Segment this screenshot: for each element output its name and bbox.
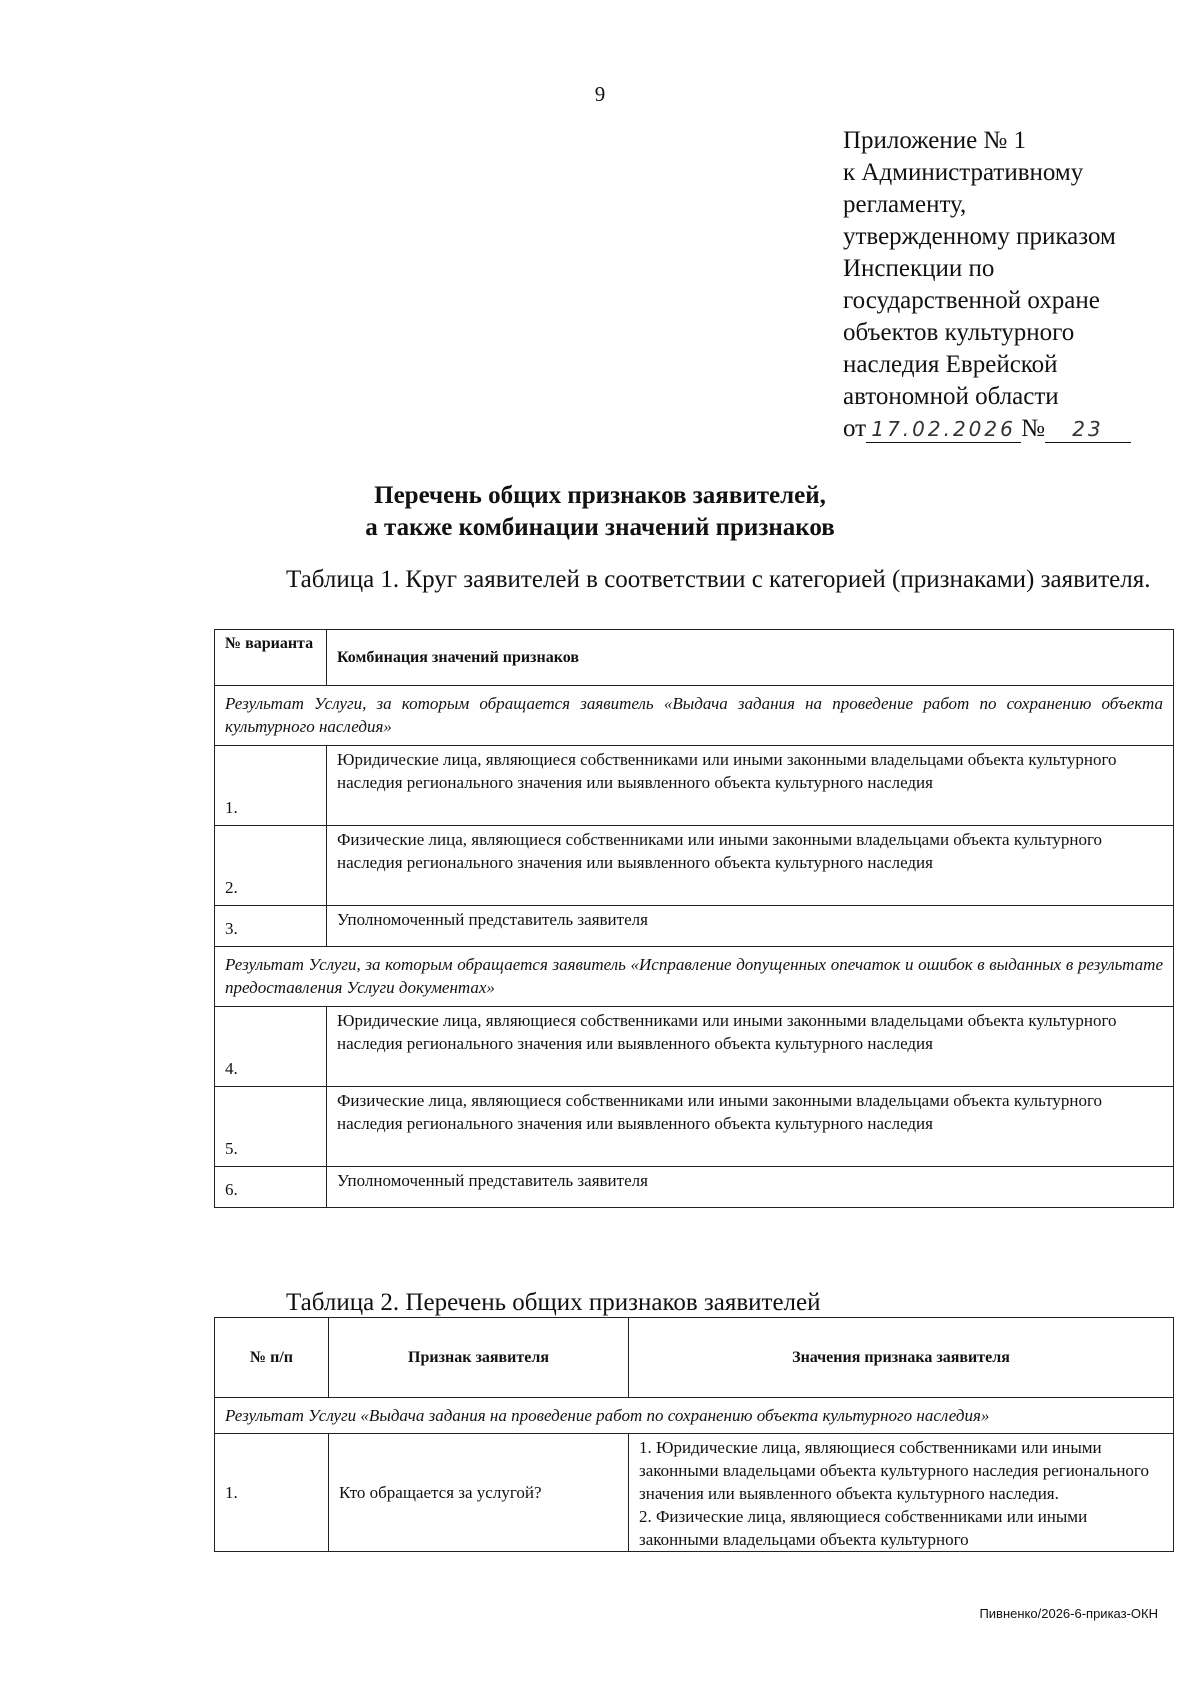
row-text: Уполномоченный представитель заявителя [327,906,1174,947]
row-feature: Кто обращается за услугой? [329,1434,629,1552]
table-row [215,1007,1174,1087]
row-number: 5. [215,1087,327,1167]
row-number: 1. [215,1434,329,1552]
page-number: 9 [594,82,606,106]
header-feature-values: Значения признака заявителя [629,1318,1174,1398]
table-row [215,1087,1174,1167]
table-row [215,746,1174,826]
row-number: 3. [215,906,327,947]
row-text: Юридические лица, являющиеся собственниками или иными законными владельцами объекта культурного наследия регионального значения или выявленного объекта культурного наследия [327,746,1174,826]
result-text: Результат Услуги, за которым обращается заявитель «Выдача задания на проведение работ по сохранению объекта культурного наследия» [215,686,1174,746]
row-text: Уполномоченный представитель заявителя [327,1167,1174,1208]
header-item-number: № п/п [215,1318,329,1398]
appendix-line: регламенту, [843,191,967,218]
document-title [0,480,1200,544]
table-row [215,1434,1174,1552]
row-number: 6. [215,1167,327,1208]
appendix-line: объектов культурного [843,319,1075,346]
header-combination: Комбинация значений признаков [327,630,1174,686]
value-item: 2. Физические лица, являющиеся собственниками или иными законными владельцами объекта культурного [639,1507,1088,1549]
appendix-line: автономной области [843,383,1059,410]
appendix-line: утвержденному приказом [843,223,1116,250]
appendix-line: Приложение № 1 [843,127,1027,154]
row-text: Физические лица, являющиеся собственниками или иными законными владельцами объекта культурного наследия регионального значения или выявленного объекта культурного наследия [327,826,1174,906]
table2-header-row [215,1318,1174,1398]
row-text: Юридические лица, являющиеся собственниками или иными законными владельцами объекта культурного наследия регионального значения или выявленного объекта культурного наследия [327,1007,1174,1087]
row-values [629,1434,1174,1552]
footer-file-reference: Пивненко/2026-6-приказ-ОКН [979,1606,1158,1621]
appendix-line: государственной охране [843,287,1100,314]
table1 [214,629,1174,1208]
appendix-line: Инспекции по [843,255,995,282]
row-text: Физические лица, являющиеся собственниками или иными законными владельцами объекта культурного наследия регионального значения или выявленного объекта культурного наследия [327,1087,1174,1167]
header-variant-number: № варианта [215,630,327,686]
table1-result-row [215,686,1174,746]
value-item: 1. Юридические лица, являющиеся собственниками или иными законными владельцами объекта культурного наследия регионального значения или выявленного объекта культурного наследия. [639,1438,1149,1503]
table-row [215,906,1174,947]
row-number: 2. [215,826,327,906]
handwritten-number: 23 [1045,416,1131,443]
result-text: Результат Услуги «Выдача задания на проведение работ по сохранению объекта культурного наследия» [215,1398,1174,1434]
handwritten-date: 17.02.2026 [866,416,1021,443]
table-row [215,1167,1174,1208]
title-line-1: Перечень общих признаков заявителей, [374,482,826,509]
number-prefix: № [1021,415,1045,442]
table2 [214,1317,1174,1552]
row-number: 4. [215,1007,327,1087]
table2-result-row [215,1398,1174,1434]
appendix-line: к Административному [843,159,1084,186]
appendix-line: наследия Еврейской [843,351,1058,378]
table2-caption: Таблица 2. Перечень общих признаков заявителей [286,1289,821,1316]
row-number: 1. [215,746,327,826]
date-prefix: от [843,415,867,442]
header-feature: Признак заявителя [329,1318,629,1398]
table1-header-row [215,630,1174,686]
date-number-line [843,413,1173,445]
title-line-2: а также комбинации значений признаков [365,514,835,541]
appendix-block [843,125,1173,445]
result-text: Результат Услуги, за которым обращается заявитель «Исправление допущенных опечаток и ошибок в выданных в результате предоставления Услуги документах» [215,947,1174,1007]
table1-result-row [215,947,1174,1007]
table1-caption: Таблица 1. Круг заявителей в соответствии с категорией (признаками) заявителя. [286,566,1151,593]
table-row [215,826,1174,906]
